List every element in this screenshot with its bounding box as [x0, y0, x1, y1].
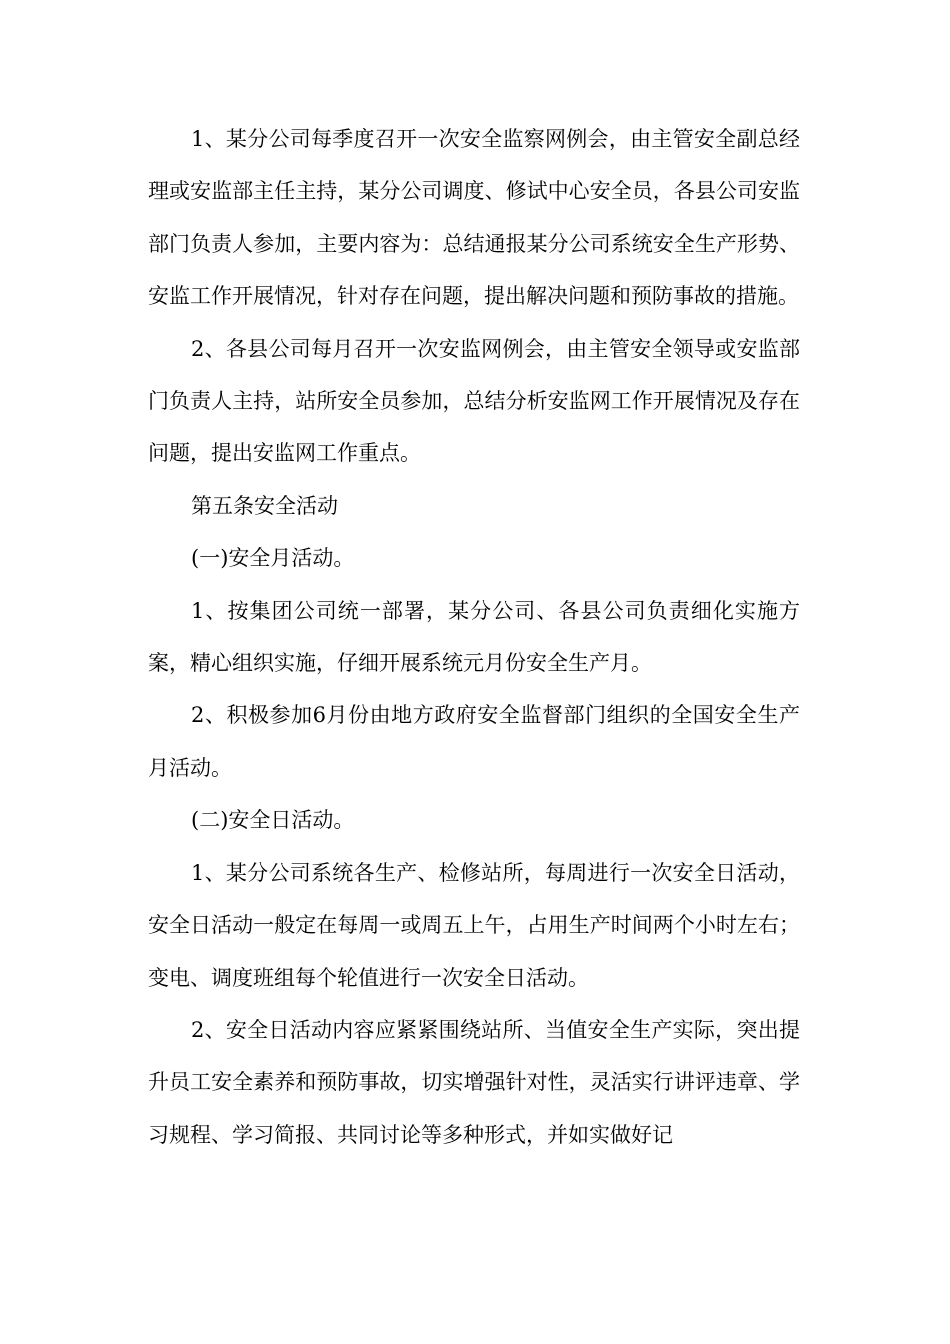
paragraph-safety-day-item-1: 1、某分公司系统各生产、检修站所，每周进行一次安全日活动，安全日活动一般定在每周一或周五上午，占用生产时间两个小时左右；变电、调度班组每个轮值进行一次安全日活动。 [148, 860, 800, 990]
paragraph-safety-day-item-2: 2、安全日活动内容应紧紧围绕站所、当值安全生产实际，突出提升员工安全素养和预防事故，切实增强针对性，灵活实行讲评违章、学习规程、学习简报、共同讨论等多种形式，并如实做好记 [148, 1017, 800, 1147]
paragraph-safety-month-item-2: 2、积极参加6月份由地方政府安全监督部门组织的全国安全生产月活动。 [148, 703, 800, 780]
section-heading-safety-month: (一)安全月活动。 [191, 546, 355, 571]
paragraph-monthly-inspection-meeting: 1、某分公司每季度召开一次安全监察网例会，由主管安全副总经理或安监部主任主持，某分公司调度、修试中心安全员，各县公司安监部门负责人参加，主要内容为：总结通报某分公司系统安全生产形势、安监工作开展情况，针对存在问题，提出解决问题和预防事故的措施。 [148, 127, 800, 309]
paragraph-county-monthly-meeting: 2、各县公司每月召开一次安监网例会，由主管安全领导或安监部门负责人主持，站所安全员参加，总结分析安监网工作开展情况及存在问题，提出安监网工作重点。 [148, 336, 800, 466]
paragraph-safety-month-item-1: 1、按集团公司统一部署，某分公司、各县公司负责细化实施方案，精心组织实施，仔细开展系统元月份安全生产月。 [148, 598, 800, 676]
document-body [148, 113, 800, 1161]
article-heading-safety-activities: 第五条安全活动 [191, 493, 338, 518]
section-heading-safety-day: (二)安全日活动。 [191, 808, 355, 833]
